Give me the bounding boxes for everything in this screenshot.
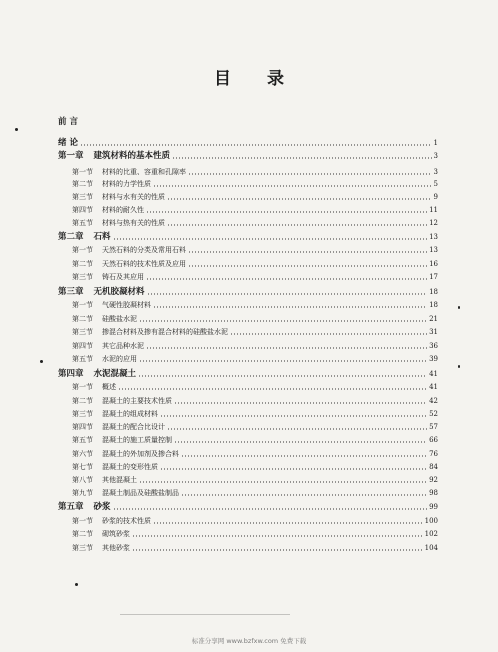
toc-section-row (58, 516, 438, 526)
toc-entry-title: 砌筑砂浆 (102, 530, 130, 538)
toc-entry-title: 掺混合材料及掺有混合材料的硅酸盐水泥 (102, 328, 228, 336)
toc-page-number: 13 (429, 246, 438, 254)
toc-section-row (58, 192, 438, 202)
toc-entry-title: 气硬性胶凝材料 (102, 301, 151, 309)
toc-leader-dots (167, 198, 432, 200)
toc-entry-number: 第二节 (72, 530, 93, 538)
toc-entry-number: 第五节 (72, 355, 93, 363)
toc-page-number: 9 (433, 193, 438, 201)
toc-entry-number: 第四章 (58, 369, 84, 379)
scan-speck (40, 360, 43, 363)
toc-section-row (58, 543, 438, 553)
toc-leader-dots (138, 375, 427, 377)
toc-entry-number: 第五章 (58, 502, 84, 512)
toc-entry-title: 其它品种水泥 (102, 342, 144, 350)
toc-page-number: 13 (429, 233, 438, 241)
toc-entry-number: 第三节 (72, 328, 93, 336)
toc-entry-number: 绪 论 (58, 138, 78, 148)
toc-chapter-row (58, 232, 438, 242)
toc-entry-title: 石料 (93, 232, 111, 242)
toc-page-number: 18 (429, 288, 438, 296)
watermark-footer: 标准分享网 www.bzfxw.com 免费下载 (191, 637, 307, 645)
toc-page-number: 39 (429, 355, 438, 363)
toc-entry-number: 第三章 (58, 287, 84, 297)
toc-page-number: 92 (429, 476, 438, 484)
toc-entry-number: 第四节 (72, 206, 93, 214)
toc-leader-dots (153, 185, 432, 187)
toc-entry-number: 第一章 (58, 151, 84, 161)
toc-page-number: 18 (429, 301, 438, 309)
toc-page-number: 16 (429, 260, 438, 268)
toc-leader-dots (174, 402, 427, 404)
toc-page-number: 104 (424, 544, 438, 552)
toc-entry-number: 第九节 (72, 489, 93, 497)
toc-leader-dots (146, 278, 427, 280)
toc-page-number: 102 (424, 530, 438, 538)
scan-speck (75, 583, 78, 586)
toc-leader-dots (167, 428, 427, 430)
toc-leader-dots (188, 251, 427, 253)
toc-entry-number: 第三节 (72, 273, 93, 281)
toc-section-row (58, 259, 438, 269)
toc-page-number: 42 (429, 397, 438, 405)
toc-entry-title: 混凝土的外加剂及掺合料 (102, 450, 179, 458)
toc-page-number: 21 (429, 315, 438, 323)
toc-page-number: 41 (429, 370, 438, 378)
toc-entry-title: 混凝土的组成材料 (102, 410, 158, 418)
toc-entry-title: 混凝土的施工质量控制 (102, 436, 172, 444)
toc-entry-title: 水泥混凝土 (93, 369, 137, 379)
toc-entry-number: 第一节 (72, 168, 93, 176)
toc-entry-number: 第七节 (72, 463, 93, 471)
toc-leader-dots (113, 508, 428, 510)
toc-entry-title: 其他混凝土 (102, 476, 137, 484)
page-title: 目录 (214, 69, 320, 89)
toc-section-row (58, 435, 438, 445)
toc-leader-dots (146, 347, 427, 349)
toc-section-row (58, 354, 438, 364)
toc-page-number: 84 (429, 463, 438, 471)
toc-chapter-row (58, 151, 438, 161)
toc-section-row (58, 245, 438, 255)
toc-entry-title: 建筑材料的基本性质 (93, 151, 171, 161)
toc-entry-number: 第二节 (72, 260, 93, 268)
toc-leader-dots (188, 173, 432, 175)
toc-entry-number: 第一节 (72, 301, 93, 309)
toc-section-row (58, 529, 438, 539)
toc-entry-title: 混凝土的变形性质 (102, 463, 158, 471)
toc-section-row (58, 218, 438, 228)
toc-entry-title: 砂浆 (93, 502, 111, 512)
toc-entry-title: 材料与热有关的性质 (102, 219, 165, 227)
toc-entry-number: 第三节 (72, 544, 93, 552)
scan-speck (15, 128, 18, 131)
toc-section-row (58, 488, 438, 498)
toc-entry-number: 第三节 (72, 410, 93, 418)
toc-leader-dots (147, 293, 428, 295)
toc-entry-number: 第一节 (72, 383, 93, 391)
toc-leader-dots (132, 549, 423, 551)
toc-entry-title: 硅酸盐水泥 (102, 315, 137, 323)
toc-leader-dots (153, 306, 427, 308)
toc-page-number: 3 (433, 168, 438, 176)
toc-page-number: 31 (429, 328, 438, 336)
toc-page-number: 1 (433, 139, 438, 147)
toc-entry-number: 第五节 (72, 219, 93, 227)
toc-entry-number: 前 言 (58, 117, 78, 127)
toc-section-row (58, 327, 438, 337)
toc-page-number: 98 (429, 489, 438, 497)
toc-page-number: 66 (429, 436, 438, 444)
toc-section-row (58, 167, 438, 177)
toc-entry-number: 第一节 (72, 517, 93, 525)
toc-section-row (58, 409, 438, 419)
toc-entry-title: 混凝土制品及硅酸盐制品 (102, 489, 179, 497)
toc-entry-number: 第四节 (72, 342, 93, 350)
toc-section-row (58, 205, 438, 215)
toc-page-number: 100 (424, 517, 438, 525)
toc-entry-title: 材料的耐久性 (102, 206, 144, 214)
scan-smudge (120, 614, 290, 615)
toc-entry-number: 第四节 (72, 423, 93, 431)
toc-entry-title: 混凝土的主要技术性质 (102, 397, 172, 405)
toc-entry-number: 第二节 (72, 315, 93, 323)
toc-section-row (58, 475, 438, 485)
toc-leader-dots (139, 320, 427, 322)
toc-leader-dots (132, 535, 423, 537)
toc-page-number: 17 (429, 273, 438, 281)
toc-leader-dots (230, 333, 427, 335)
toc-entry-number: 第二节 (72, 397, 93, 405)
toc-leader-dots (139, 360, 427, 362)
toc-section-row (58, 300, 438, 310)
toc-entry-title: 砂浆的技术性质 (102, 517, 151, 525)
toc-chapter-row (58, 502, 438, 512)
toc-chapter-row (58, 287, 438, 297)
toc-leader-dots (188, 265, 427, 267)
toc-page-number: 5 (433, 180, 438, 188)
toc-section-row (58, 179, 438, 189)
toc-page-number: 36 (429, 342, 438, 350)
toc-page-number: 76 (429, 450, 438, 458)
toc-leader-dots (181, 494, 427, 496)
toc-section-row (58, 462, 438, 472)
toc-leader-dots (160, 415, 427, 417)
toc-leader-dots (139, 481, 427, 483)
toc-entry-number: 第五节 (72, 436, 93, 444)
toc-entry-title: 无机胶凝材料 (93, 287, 145, 297)
toc-entry-title: 概述 (102, 383, 116, 391)
toc-section-row (58, 396, 438, 406)
toc-entry-number: 第八节 (72, 476, 93, 484)
toc-entry-title: 天然石料的技术性质及应用 (102, 260, 186, 268)
toc-leader-dots (172, 157, 432, 159)
toc-section-row (58, 382, 438, 392)
toc-entry-title: 铸石及其应用 (102, 273, 144, 281)
scan-speck (458, 306, 460, 309)
toc-entry-number: 第一节 (72, 246, 93, 254)
toc-page-number: 3 (433, 152, 438, 160)
toc-leader-dots (181, 455, 427, 457)
toc-leader-dots (80, 144, 432, 146)
toc-leader-dots (118, 388, 427, 390)
toc-entry-number: 第二节 (72, 180, 93, 188)
toc-chapter-row (58, 369, 438, 379)
toc-entry-title: 材料与水有关的性质 (102, 193, 165, 201)
toc-entry-title: 水泥的应用 (102, 355, 137, 363)
toc-page-number: 99 (429, 503, 438, 511)
toc-entry-title: 材料的比重、容重和孔隙率 (102, 168, 186, 176)
toc-entry-number: 第二章 (58, 232, 84, 242)
toc-entry-number: 第六节 (72, 450, 93, 458)
toc-leader-dots (167, 224, 427, 226)
toc-page-number: 57 (429, 423, 438, 431)
toc-leader-dots (174, 441, 427, 443)
toc-page-number: 12 (429, 219, 438, 227)
toc-chapter-row (58, 117, 438, 127)
toc-leader-dots (153, 522, 423, 524)
toc-entry-title: 天然石料的分类及常用石料 (102, 246, 186, 254)
toc-entry-title: 混凝土的配合比设计 (102, 423, 165, 431)
toc-entry-number: 第三节 (72, 193, 93, 201)
toc-section-row (58, 449, 438, 459)
scan-speck (458, 365, 460, 368)
toc-section-row (58, 272, 438, 282)
toc-page-number: 11 (429, 206, 438, 214)
toc-section-row (58, 422, 438, 432)
toc-section-row (58, 341, 438, 351)
toc-chapter-row (58, 138, 438, 148)
toc-page-number: 52 (429, 410, 438, 418)
toc-leader-dots (113, 238, 428, 240)
toc-leader-dots (146, 211, 427, 213)
toc-page-number: 41 (429, 383, 438, 391)
toc-entry-title: 材料的力学性质 (102, 180, 151, 188)
toc-section-row (58, 314, 438, 324)
toc-entry-title: 其他砂浆 (102, 544, 130, 552)
toc-leader-dots (160, 468, 427, 470)
